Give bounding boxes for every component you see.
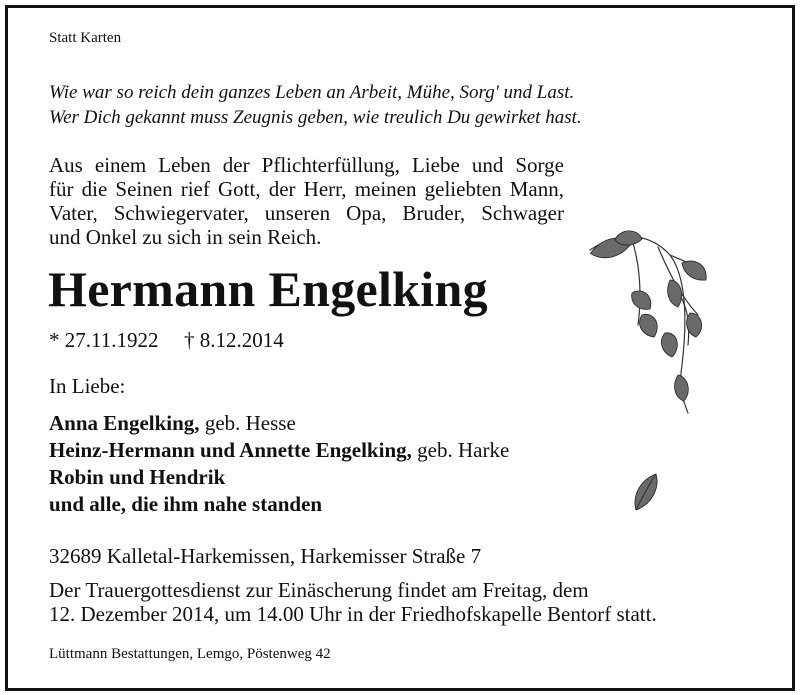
mourner-row [49, 465, 225, 489]
mourner-name: Robin und Hendrik [49, 465, 226, 489]
death-date: † 8.12.2014 [184, 328, 284, 352]
deceased-name: Hermann Engelking [48, 261, 488, 317]
birth-date: * 27.11.1922 [49, 328, 159, 352]
statt-karten: Statt Karten [49, 30, 122, 46]
mourner-name: und alle, die ihm nahe standen [49, 492, 323, 516]
service-line-2: 12. Dezember 2014, um 14.00 Uhr in der Friedhofskapelle Bentorf statt. [49, 602, 657, 626]
intro-line-2: für die Seinen rief Gott, der Herr, meinen geliebten Mann, [49, 177, 564, 201]
verse-line-2: Wer Dich gekannt muss Zeugnis geben, wie treulich Du gewirket hast. [49, 107, 582, 128]
mourner-row [49, 411, 296, 435]
intro-line-4: und Onkel zu sich in sein Reich. [49, 225, 322, 249]
verse-line-1: Wie war so reich dein ganzes Leben an Arbeit, Mühe, Sorg' und Last. [49, 82, 575, 103]
undertaker-footer: Lüttmann Bestattungen, Lemgo, Pöstenweg 42 [49, 646, 331, 662]
mourners-heading: In Liebe: [49, 374, 126, 398]
address: 32689 Kalletal-Harkemissen, Harkemisser Straße 7 [49, 544, 482, 568]
falling-leaf-icon [630, 470, 664, 514]
mourner-row [49, 438, 509, 462]
mourner-name: Heinz-Hermann und Annette Engelking, [49, 438, 412, 462]
mourner-maiden: geb. Harke [411, 438, 510, 462]
mourner-maiden: geb. Hesse [199, 411, 296, 435]
intro-line-1: Aus einem Leben der Pflichterfüllung, Liebe und Sorge [49, 153, 564, 177]
mourner-name: Anna Engelking, [49, 411, 200, 435]
birch-branch-icon [570, 225, 730, 425]
intro-line-3: Vater, Schwiegervater, unseren Opa, Bruder, Schwager [49, 201, 564, 225]
mourner-row [49, 492, 322, 516]
service-line-1: Der Trauergottesdienst zur Einäscherung findet am Freitag, dem [49, 578, 589, 602]
